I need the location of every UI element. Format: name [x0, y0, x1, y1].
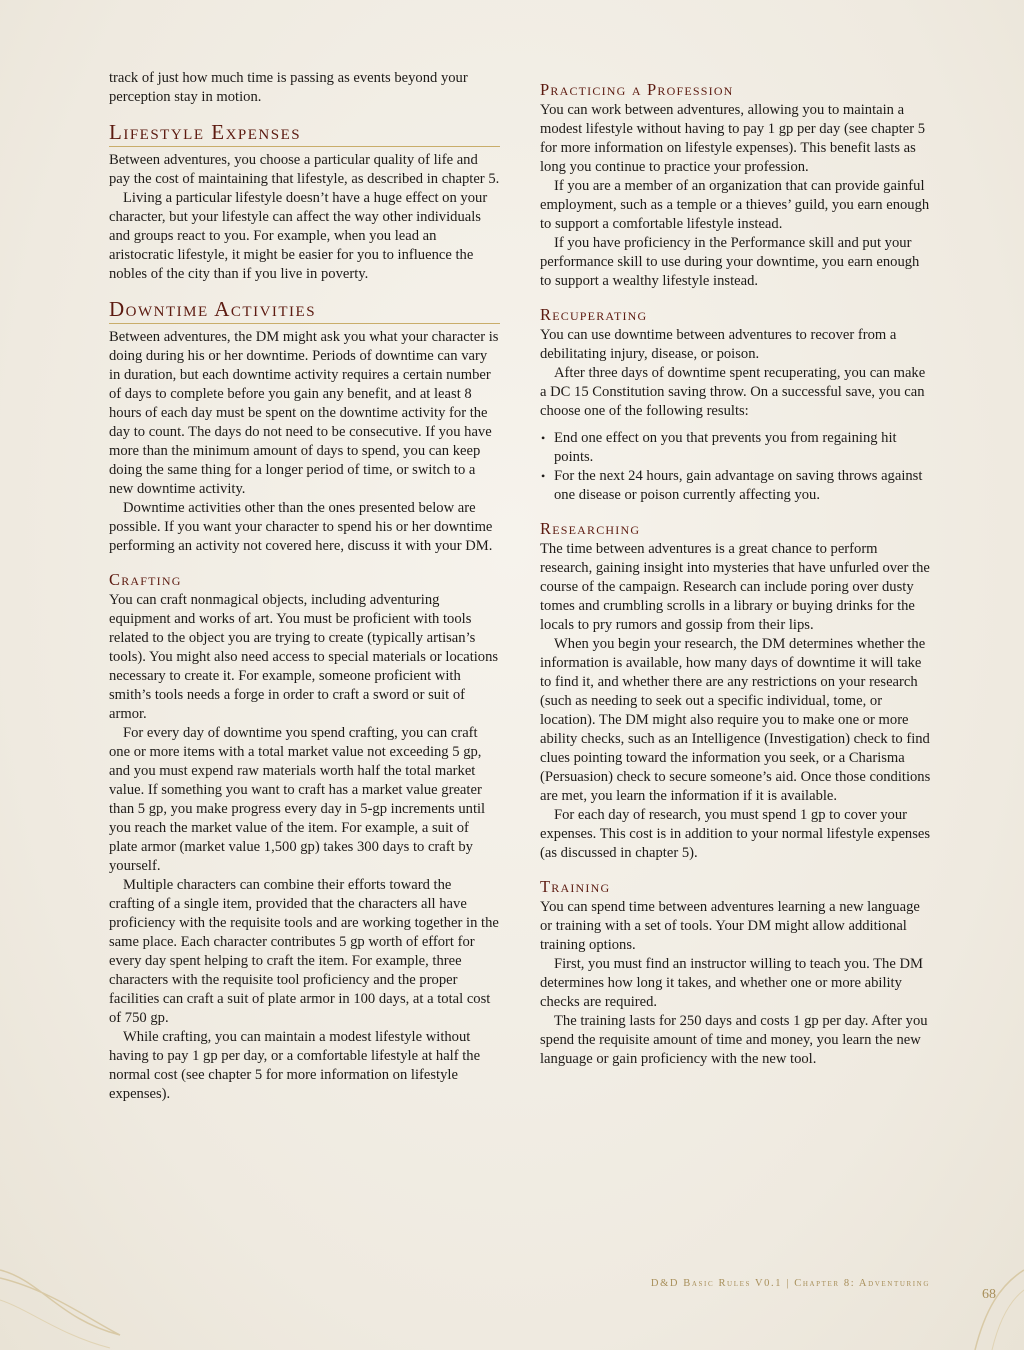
recuperating-results-list — [540, 429, 932, 505]
training-paragraph: You can spend time between adventures learning a new language or training with a set of tools. Your DM might allow additional training options. — [540, 899, 920, 953]
list-item: • End one effect on you that prevents you from regaining hit points. — [540, 429, 932, 467]
crafting-paragraph: For every day of downtime you spend crafting, you can craft one or more items with a total market value not exceeding 5 gp, and you must expend raw materials worth half the total market value. If something you want to craft has a market value greater than 5 gp, you make progress every day in 5-gp increments until you reach the market value of the item. For example, a suit of plate armor (market value 1,500 gp) takes 300 days to craft by yourself. — [109, 725, 486, 874]
downtime-paragraph: Between adventures, the DM might ask you what your character is doing during his or her downtime. Periods of downtime can vary in duration, but each downtime activity requires a certain number of days to complete before you gain any benefit, and at least 8 hours of each day must be spent on the downtime activity for the day to count. The days do not need to be consecutive. If you have more than the minimum amount of days to spend, you can keep doing the same thing for a longer period of time, or switch to a new downtime activity. — [109, 329, 499, 497]
crafting-heading: Crafting — [109, 570, 182, 589]
crafting-paragraph: You can craft nonmagical objects, including adventuring equipment and works of art. You must be proficient with tools related to the object you are trying to create (typically artisan’s tools). You might also need access to special materials or locations necessary to create it. For example, someone proficient with smith’s tools needs a forge in order to craft a sword or suit of armor. — [109, 592, 499, 722]
profession-paragraph: If you are a member of an organization that can provide gainful employment, such as a temple or a thieves’ guild, you earn enough to support a comfortable lifestyle instead. — [540, 178, 930, 232]
profession-paragraph: If you have proficiency in the Performance skill and put your performance skill to use during your downtime, you earn enough to support a wealthy lifestyle instead. — [540, 235, 920, 289]
page-corner-ornament — [0, 1240, 1024, 1350]
researching-paragraph: The time between adventures is a great chance to perform research, gaining insight into mysteries that have unfurled over the course of the campaign. Research can include poring over dusty tomes and crumbling scrolls in a library or buying drinks for the locals to pry rumors and gossip from their lips. — [540, 541, 930, 633]
right-column — [540, 80, 932, 1069]
training-paragraph: The training lasts for 250 days and costs 1 gp per day. After you spend the requisite amount of time and money, you learn the new language or gain proficiency with the new tool. — [540, 1013, 928, 1067]
practicing-profession-heading: Practicing a Profession — [540, 80, 734, 99]
downtime-paragraph: Downtime activities other than the ones presented below are possible. If you want your character to spend his or her downtime performing an activity not covered here, discuss it with your DM. — [109, 500, 493, 554]
training-heading: Training — [540, 877, 611, 896]
profession-paragraph: You can work between adventures, allowing you to maintain a modest lifestyle without having to pay 1 gp per day (see chapter 5 for more information on lifestyle expenses). This benefit lasts as long you continue to practice your profession. — [540, 102, 926, 175]
intro-paragraph: track of just how much time is passing as events beyond your perception stay in motion. — [109, 70, 468, 105]
lifestyle-paragraph: Between adventures, you choose a particular quality of life and pay the cost of maintaining that lifestyle, as described in chapter 5. — [109, 152, 500, 187]
lifestyle-paragraph: Living a particular lifestyle doesn’t have a huge effect on your character, but your lifestyle can affect the way other individuals and groups react to you. For example, when you lead an aristocratic lifestyle, it might be easier for you to influence the nobles of the city than if you live in poverty. — [109, 190, 488, 282]
training-paragraph: First, you must find an instructor willing to teach you. The DM determines how long it takes, and whether one or more ability checks are required. — [540, 956, 923, 1010]
researching-heading: Researching — [540, 519, 641, 538]
recuperating-paragraph: You can use downtime between adventures to recover from a debilitating injury, disease, or poison. — [540, 327, 897, 362]
crafting-paragraph: Multiple characters can combine their efforts toward the crafting of a single item, provided that the characters all have proficiency with the requisite tools and are working together in the same place. Each character contributes 5 gp worth of effort for every day spent helping to craft the item. For example, three characters with the requisite tool proficiency and the proper facilities can craft a suit of plate armor in 100 days, at a total cost of 750 gp. — [109, 877, 499, 1026]
lifestyle-expenses-heading: Lifestyle Expenses — [109, 119, 500, 147]
researching-paragraph: For each day of research, you must spend 1 gp to cover your expenses. This cost is in addition to your normal lifestyle expenses (as discussed in chapter 5). — [540, 807, 931, 861]
recuperating-heading: Recuperating — [540, 305, 648, 324]
page-footer: D&D Basic Rules V0.1 | Chapter 8: Adventuring — [650, 1278, 930, 1289]
page-number: 68 — [982, 1287, 996, 1302]
downtime-activities-heading: Downtime Activities — [109, 296, 500, 324]
left-column — [109, 69, 500, 1104]
recuperating-paragraph: After three days of downtime spent recuperating, you can make a DC 15 Constitution saving throw. On a successful save, you can choose one of the following results: — [540, 365, 926, 419]
researching-paragraph: When you begin your research, the DM determines whether the information is available, how many days of downtime it will take to find it, and whether there are any restrictions on your research (such as needing to seek out a specific individual, tome, or location). The DM might also require you to make one or more ability checks, such as an Intelligence (Investigation) check to find clues pointing toward the information you seek, or a Charisma (Persuasion) check to secure someone’s aid. Once those conditions are met, you learn the information if it is available. — [540, 636, 931, 804]
crafting-paragraph: While crafting, you can maintain a modest lifestyle without having to pay 1 gp per day, or a comfortable lifestyle at half the normal cost (see chapter 5 for more information on lifestyle expenses). — [109, 1029, 481, 1102]
list-item: • For the next 24 hours, gain advantage on saving throws against one disease or poison currently affecting you. — [540, 467, 932, 505]
